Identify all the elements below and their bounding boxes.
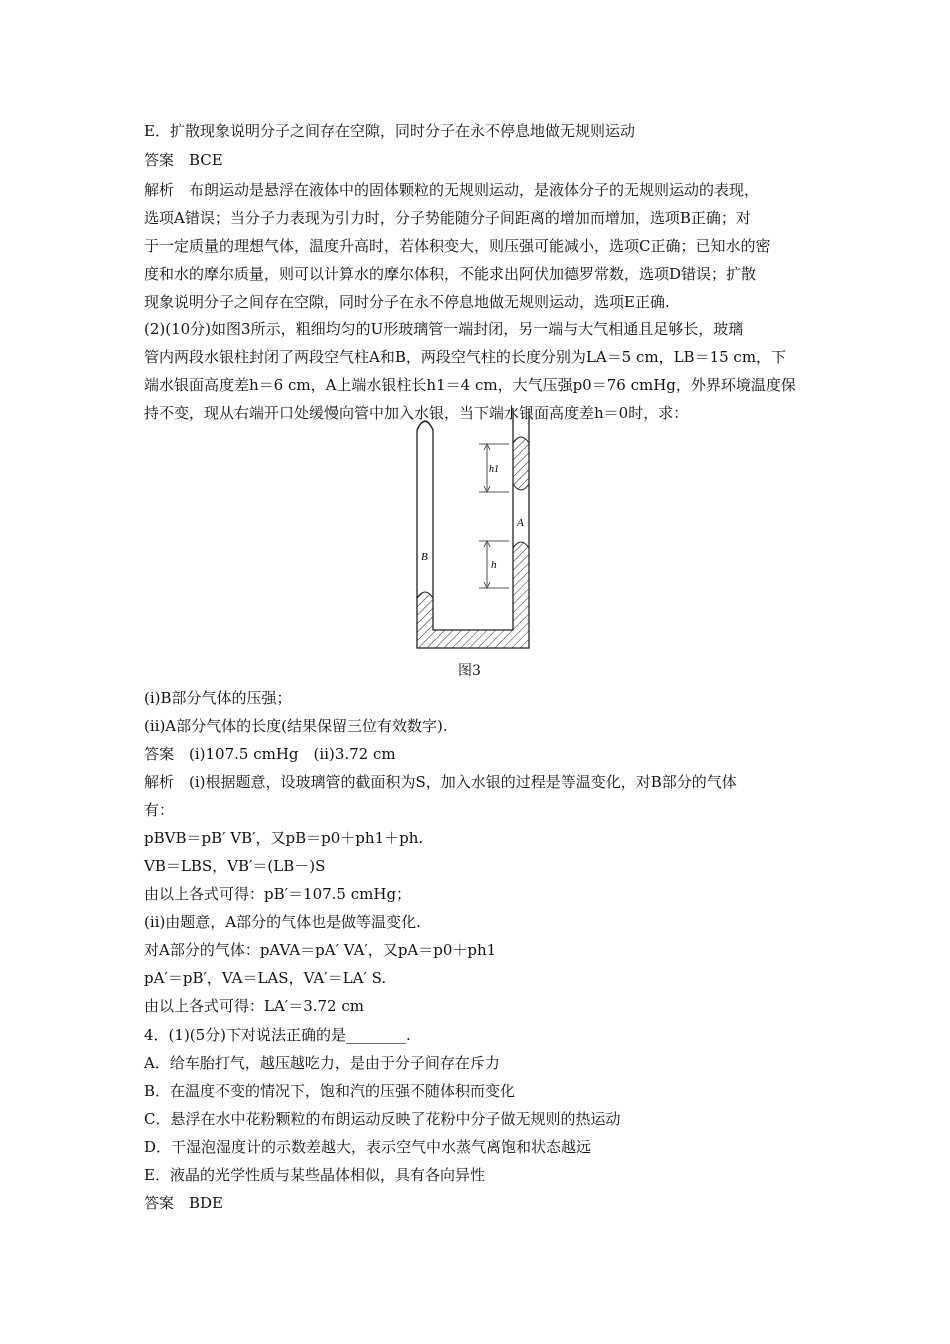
u-tube-figure bbox=[395, 408, 555, 668]
tube-closed-end bbox=[417, 421, 433, 430]
label-h1: h1 bbox=[489, 464, 499, 475]
equation: pA′＝pB′，VA＝LAS，VA′＝LA′ S. bbox=[144, 969, 387, 987]
question-line: 4．(1)(5分)下对说法正确的是________. bbox=[144, 1026, 411, 1044]
analysis-line: (ⅱ)由题意，A部分的气体也是做等温变化. bbox=[144, 913, 421, 931]
answer-line: 答案 BCE bbox=[144, 151, 223, 169]
mercury-upper bbox=[513, 437, 529, 490]
question-line: 持不变，现从右端开口处缓慢向管中加入水银，当下端水银面高度差h＝0时，求： bbox=[144, 404, 689, 422]
equation: 由以上各式可得：LA′＝3.72 cm bbox=[144, 997, 364, 1015]
analysis-line: 解析 (ⅰ)根据题意，设玻璃管的截面积为S，加入水银的过程是等温变化，对B部分的气体 bbox=[144, 773, 737, 791]
option-e: E．液晶的光学性质与某些晶体相似，具有各向异性 bbox=[144, 1166, 485, 1184]
analysis-line: 有： bbox=[144, 801, 175, 819]
answer-line: 答案 BDE bbox=[144, 1194, 223, 1212]
option-d: D．干湿泡湿度计的示数差越大，表示空气中水蒸气离饱和状态越远 bbox=[144, 1138, 592, 1156]
mercury-bottom bbox=[417, 542, 529, 648]
equation: 由以上各式可得：pB′＝107.5 cmHg； bbox=[144, 885, 412, 903]
analysis-line: 解析 布朗运动是悬浮在液体中的固体颗粒的无规则运动，是液体分子的无规则运动的表现， bbox=[144, 181, 760, 199]
question-line: 端水银面高度差h＝6 cm，A上端水银柱长h1＝4 cm，大气压强p0＝76 cmHg，外界环境温度保 bbox=[144, 376, 796, 394]
analysis-line: 现象说明分子之间存在空隙，同时分子在永不停息地做无规则运动，选项E正确. bbox=[144, 293, 670, 311]
analysis-line: 度和水的摩尔质量，则可以计算水的摩尔体积，不能求出阿伏加德罗常数，选项D错误；扩散 bbox=[144, 265, 757, 283]
subquestion: (ⅰ)B部分气体的压强； bbox=[144, 689, 292, 707]
question-line: (2)(10分)如图3所示，粗细均匀的U形玻璃管一端封闭，另一端与大气相通且足够长，玻璃 bbox=[144, 320, 744, 338]
answer-line: 答案 (ⅰ)107.5 cmHg (ⅱ)3.72 cm bbox=[144, 745, 396, 763]
label-a: A bbox=[517, 517, 524, 529]
figure-caption: 图3 bbox=[458, 663, 481, 679]
option-e: E．扩散现象说明分子之间存在空隙，同时分子在永不停息地做无规则运动 bbox=[144, 122, 635, 140]
option-a: A．给车胎打气，越压越吃力，是由于分子间存在斥力 bbox=[144, 1054, 500, 1072]
analysis-line: 于一定质量的理想气体，温度升高时，若体积变大，则压强可能减小，选项C正确；已知水的密 bbox=[144, 237, 771, 255]
question-line: 管内两段水银柱封闭了两段空气柱A和B，两段空气柱的长度分别为LA＝5 cm，LB＝15 cm，下 bbox=[144, 348, 787, 366]
equation: pBVB＝pB′ VB′，又pB＝p0＋ph1＋ph. bbox=[144, 829, 424, 847]
equation: VB＝LBS，VB′＝(LB－)S bbox=[144, 857, 326, 875]
equation: 对A部分的气体：pAVA＝pA′ VA′，又pA＝p0＋ph1 bbox=[144, 941, 497, 959]
analysis-line: 选项A错误；当分子力表现为引力时，分子势能随分子间距离的增加而增加，选项B正确；对 bbox=[144, 209, 751, 227]
subquestion: (ⅱ)A部分气体的长度(结果保留三位有效数字). bbox=[144, 717, 448, 735]
label-b: B bbox=[421, 551, 428, 563]
option-b: B．在温度不变的情况下，饱和汽的压强不随体积而变化 bbox=[144, 1082, 516, 1100]
label-h: h bbox=[491, 559, 497, 571]
tube-outer-wall bbox=[417, 408, 529, 648]
option-c: C．悬浮在水中花粉颗粒的布朗运动反映了花粉中分子做无规则的热运动 bbox=[144, 1110, 621, 1128]
